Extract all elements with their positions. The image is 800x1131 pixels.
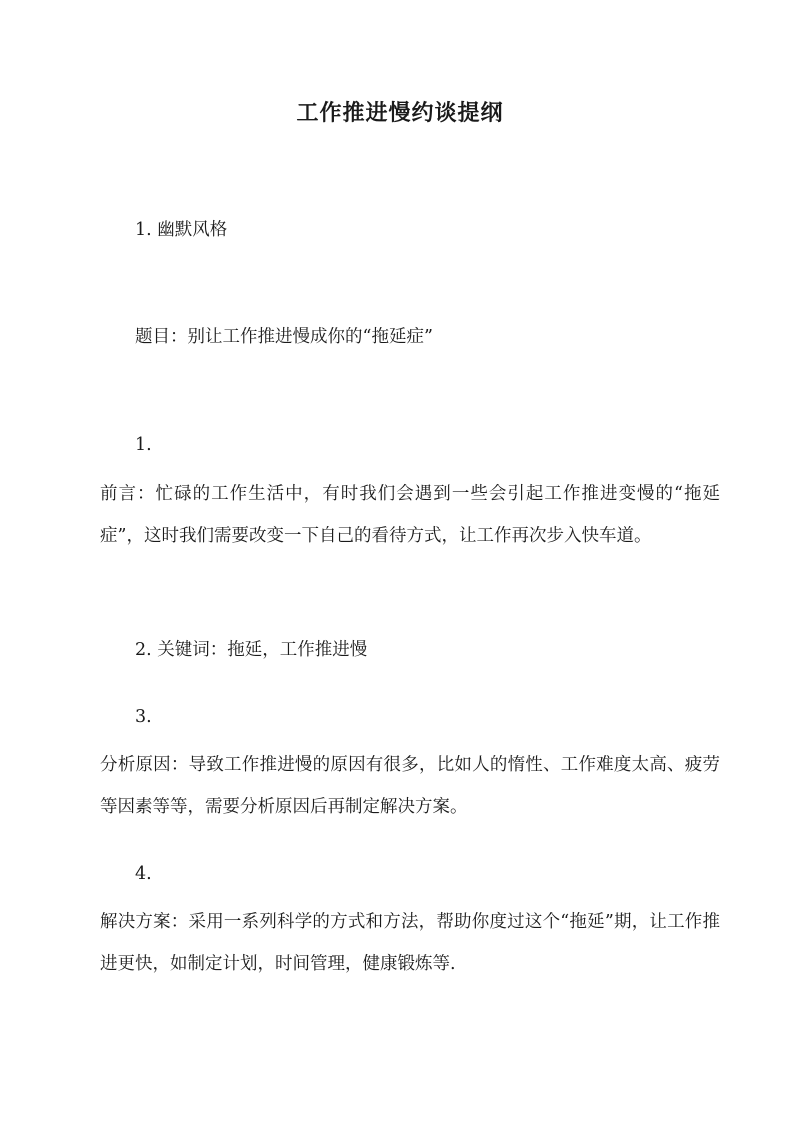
item-1-text: 前言：忙碌的工作生活中，有时我们会遇到一些会引起工作推进变慢的“拖延症”，这时我们需要改变一下自己的看待方式，让工作再次步入快车道。: [100, 484, 720, 546]
item-4-number: 4.: [135, 864, 152, 884]
item-4-text: 解决方案：采用一系列科学的方式和方法，帮助你度过这个“拖延”期，让工作推进更快，如制定计划，时间管理，健康锻炼等.: [100, 912, 720, 974]
item-3-text: 分析原因：导致工作推进慢的原因有很多，比如人的惰性、工作难度太高、疲劳等因素等等，需要分析原因后再制定解决方案。: [100, 755, 720, 817]
item-2-keywords: 2. 关键词：拖延，工作推进慢: [135, 640, 368, 660]
item-3-number: 3.: [135, 707, 152, 727]
item-1-number: 1.: [135, 435, 152, 455]
topic-line: 题目：别让工作推进慢成你的“拖延症”: [135, 327, 433, 347]
document-title: 工作推进慢约谈提纲: [296, 100, 504, 126]
style-heading: 1. 幽默风格: [135, 220, 228, 240]
